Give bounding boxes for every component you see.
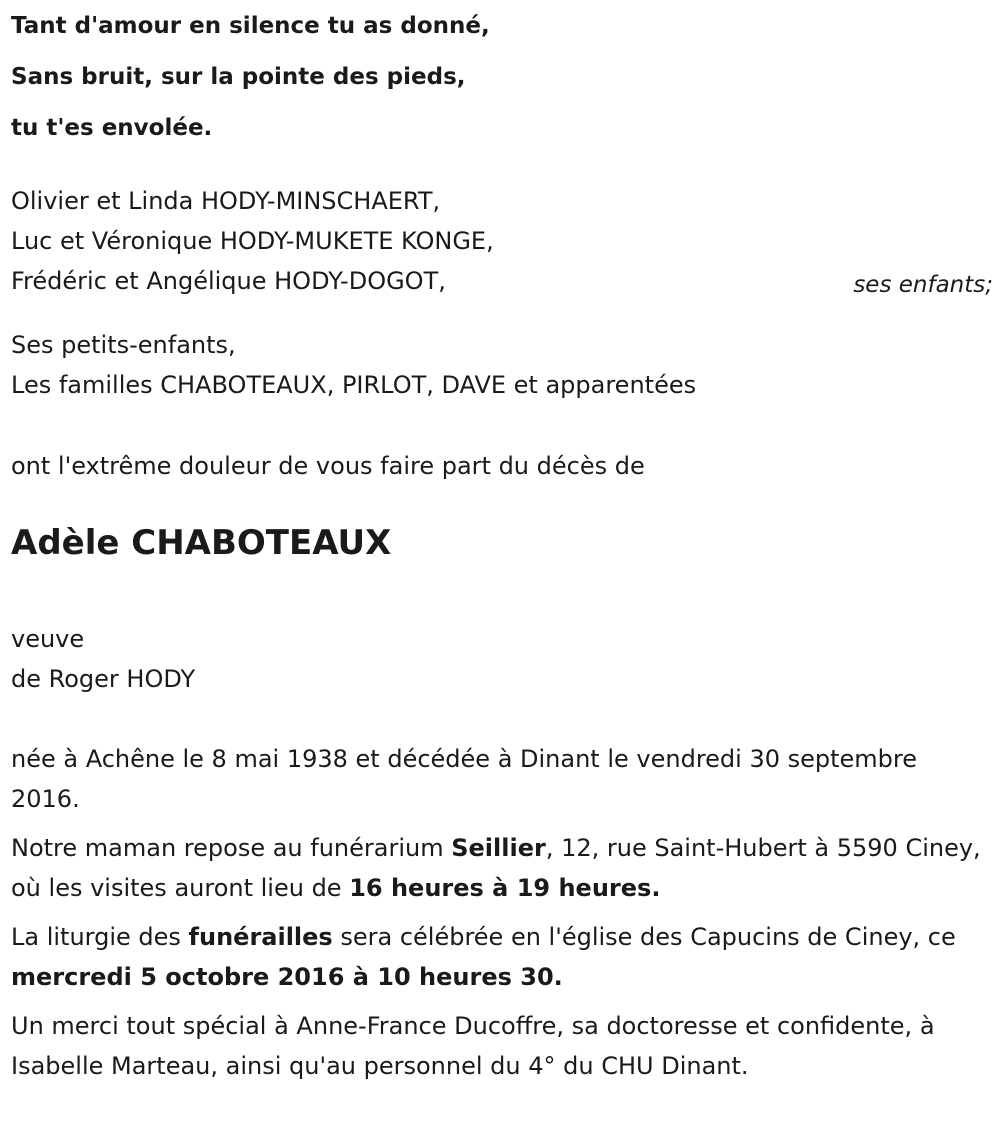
family-list <box>11 325 993 405</box>
child-couple-2: Luc et Véronique HODY-MUKETE KONGE, <box>11 227 494 255</box>
child-couple-1: Olivier et Linda HODY-MINSCHAERT, <box>11 187 441 215</box>
funeral-text-1: La liturgie des <box>11 923 189 951</box>
poem-line-2: Sans bruit, sur la pointe des pieds, <box>11 64 466 90</box>
rest-paragraph <box>11 828 993 908</box>
grandchildren-line: Ses petits-enfants, <box>11 331 236 359</box>
birth-death-dates: née à Achêne le 8 mai 1938 et décédée à Dinant le vendredi 30 septembre 2016. <box>11 745 918 813</box>
poem-line-3: tu t'es envolée. <box>11 115 213 141</box>
visiting-hours: 16 heures à 19 heures. <box>349 874 661 902</box>
announcement: ont l'extrême douleur de vous faire part du décès de <box>11 452 645 480</box>
funeral-paragraph <box>11 917 993 997</box>
rest-text-1: Notre maman repose au funérarium <box>11 834 452 862</box>
rest-text-2: , 12, rue Saint-Hubert à 5590 Ciney, où les visites auront lieu de <box>11 834 981 902</box>
marital-status <box>11 619 993 699</box>
poem <box>11 0 993 154</box>
funeral-text-2: sera célébrée en l'église des Capucins de Ciney, ce <box>332 923 956 951</box>
funeral-datetime: mercredi 5 octobre 2016 à 10 heures 30. <box>11 963 563 991</box>
child-couple-3: Frédéric et Angélique HODY-DOGOT, <box>11 267 446 295</box>
status-widow: veuve <box>11 625 85 653</box>
children-relation: ses enfants; <box>853 272 993 298</box>
thanks-paragraph: Un merci tout spécial à Anne-France Ducoffre, sa doctoresse et confidente, à Isabelle Marteau, ainsi qu'au personnel du 4° du CHU Dinant. <box>11 1012 935 1080</box>
obituary-notice <box>11 0 993 1086</box>
funeral-home-name: Seillier <box>451 834 546 862</box>
children-list <box>11 181 993 301</box>
deceased-name: Adèle CHABOTEAUX <box>11 523 392 563</box>
funeral-keyword: funérailles <box>188 923 333 951</box>
families-line: Les familles CHABOTEAUX, PIRLOT, DAVE et apparentées <box>11 371 697 399</box>
poem-line-1: Tant d'amour en silence tu as donné, <box>11 13 490 39</box>
status-spouse: de Roger HODY <box>11 665 196 693</box>
